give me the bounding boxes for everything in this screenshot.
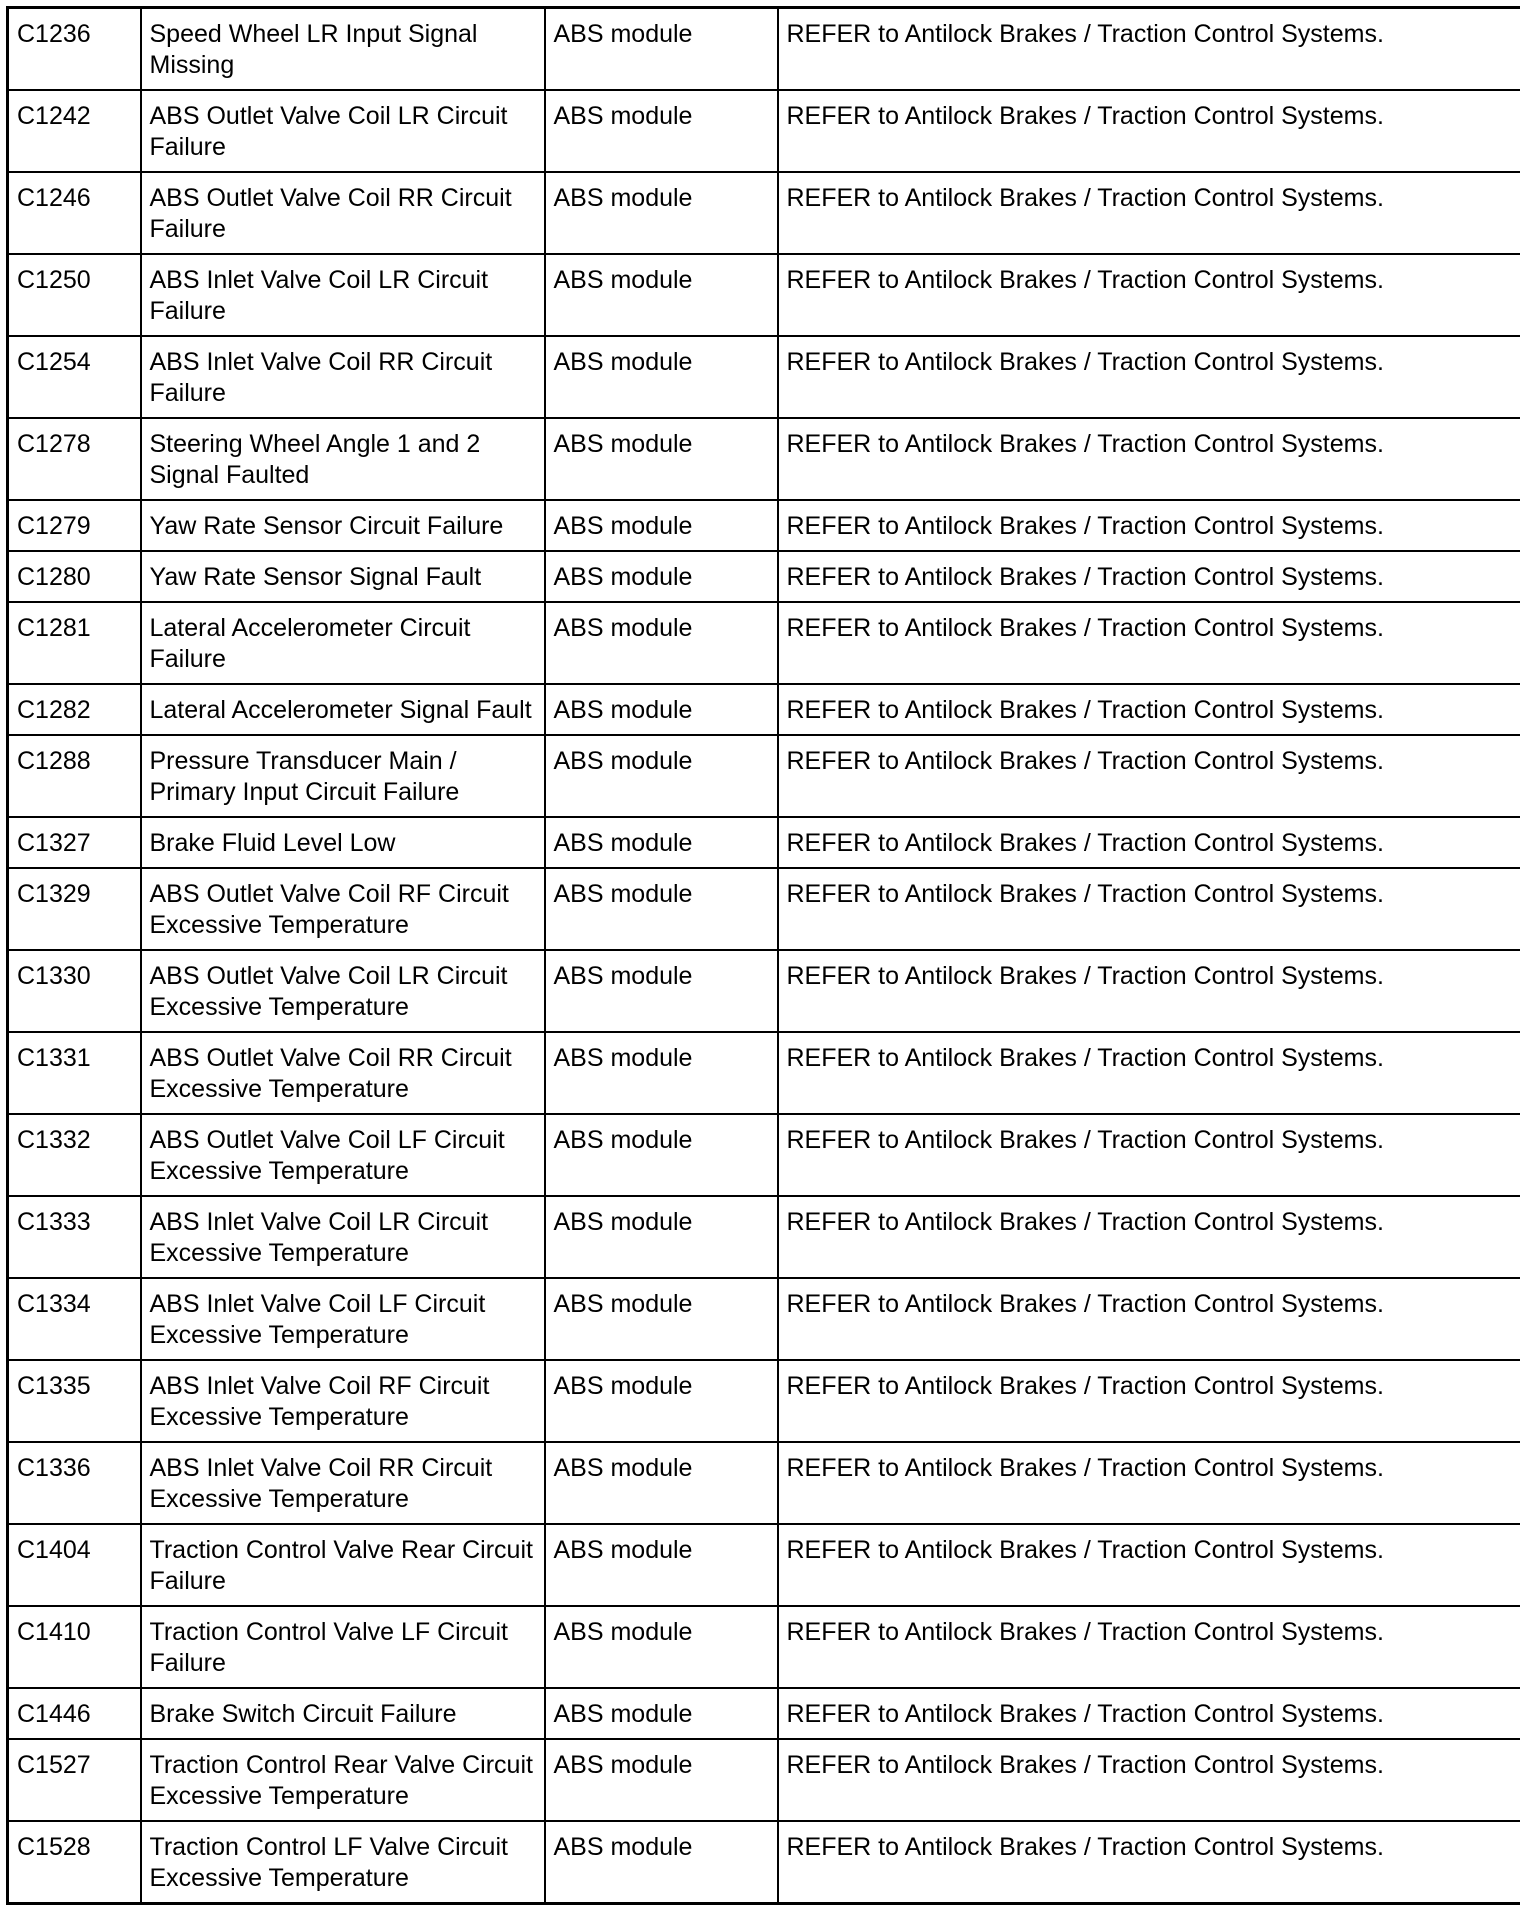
table-row <box>8 254 1520 336</box>
dtc-description-cell: ABS Outlet Valve Coil RR Circuit Failure <box>141 172 545 254</box>
dtc-module-cell: ABS module <box>545 1821 778 1904</box>
table-row <box>8 90 1520 172</box>
table-row <box>8 551 1520 602</box>
dtc-action-cell: REFER to Antilock Brakes / Traction Control Systems. <box>778 1114 1520 1196</box>
table-row <box>8 1821 1520 1904</box>
dtc-code-cell: C1282 <box>8 684 141 735</box>
dtc-description-cell: Brake Fluid Level Low <box>141 817 545 868</box>
dtc-code-cell: C1329 <box>8 868 141 950</box>
dtc-description-cell: ABS Outlet Valve Coil RR Circuit Excessive Temperature <box>141 1032 545 1114</box>
dtc-module-cell: ABS module <box>545 1688 778 1739</box>
dtc-code-cell: C1332 <box>8 1114 141 1196</box>
dtc-description-cell: ABS Outlet Valve Coil LF Circuit Excessive Temperature <box>141 1114 545 1196</box>
dtc-module-cell: ABS module <box>545 1442 778 1524</box>
dtc-code-cell: C1446 <box>8 1688 141 1739</box>
dtc-module-cell: ABS module <box>545 735 778 817</box>
dtc-module-cell: ABS module <box>545 602 778 684</box>
dtc-code-cell: C1254 <box>8 336 141 418</box>
dtc-code-cell: C1279 <box>8 500 141 551</box>
table-row <box>8 1606 1520 1688</box>
dtc-action-cell: REFER to Antilock Brakes / Traction Control Systems. <box>778 1442 1520 1524</box>
dtc-code-cell: C1330 <box>8 950 141 1032</box>
dtc-description-cell: Steering Wheel Angle 1 and 2 Signal Faulted <box>141 418 545 500</box>
dtc-description-cell: ABS Inlet Valve Coil LR Circuit Excessive Temperature <box>141 1196 545 1278</box>
dtc-code-cell: C1250 <box>8 254 141 336</box>
dtc-description-cell: ABS Inlet Valve Coil RF Circuit Excessive Temperature <box>141 1360 545 1442</box>
table-row <box>8 868 1520 950</box>
dtc-code-cell: C1278 <box>8 418 141 500</box>
dtc-action-cell: REFER to Antilock Brakes / Traction Control Systems. <box>778 8 1520 91</box>
dtc-code-cell: C1528 <box>8 1821 141 1904</box>
dtc-description-cell: Lateral Accelerometer Circuit Failure <box>141 602 545 684</box>
dtc-module-cell: ABS module <box>545 418 778 500</box>
table-row <box>8 336 1520 418</box>
dtc-code-cell: C1527 <box>8 1739 141 1821</box>
dtc-action-cell: REFER to Antilock Brakes / Traction Control Systems. <box>778 500 1520 551</box>
dtc-action-cell: REFER to Antilock Brakes / Traction Control Systems. <box>778 950 1520 1032</box>
dtc-action-cell: REFER to Antilock Brakes / Traction Control Systems. <box>778 1524 1520 1606</box>
dtc-description-cell: ABS Inlet Valve Coil RR Circuit Excessive Temperature <box>141 1442 545 1524</box>
dtc-description-cell: Traction Control Valve Rear Circuit Failure <box>141 1524 545 1606</box>
dtc-code-cell: C1410 <box>8 1606 141 1688</box>
dtc-description-cell: ABS Inlet Valve Coil RR Circuit Failure <box>141 336 545 418</box>
dtc-description-cell: Yaw Rate Sensor Circuit Failure <box>141 500 545 551</box>
dtc-action-cell: REFER to Antilock Brakes / Traction Control Systems. <box>778 735 1520 817</box>
table-row <box>8 1032 1520 1114</box>
dtc-module-cell: ABS module <box>545 551 778 602</box>
dtc-description-cell: ABS Outlet Valve Coil LR Circuit Failure <box>141 90 545 172</box>
dtc-action-cell: REFER to Antilock Brakes / Traction Control Systems. <box>778 868 1520 950</box>
dtc-action-cell: REFER to Antilock Brakes / Traction Control Systems. <box>778 254 1520 336</box>
dtc-description-cell: Yaw Rate Sensor Signal Fault <box>141 551 545 602</box>
dtc-module-cell: ABS module <box>545 8 778 91</box>
dtc-code-cell: C1236 <box>8 8 141 91</box>
dtc-module-cell: ABS module <box>545 172 778 254</box>
dtc-module-cell: ABS module <box>545 868 778 950</box>
dtc-description-cell: ABS Outlet Valve Coil LR Circuit Excessive Temperature <box>141 950 545 1032</box>
dtc-module-cell: ABS module <box>545 817 778 868</box>
dtc-table-body <box>8 8 1520 1904</box>
dtc-code-cell: C1288 <box>8 735 141 817</box>
dtc-code-cell: C1281 <box>8 602 141 684</box>
dtc-description-cell: ABS Inlet Valve Coil LF Circuit Excessive Temperature <box>141 1278 545 1360</box>
dtc-action-cell: REFER to Antilock Brakes / Traction Control Systems. <box>778 172 1520 254</box>
dtc-action-cell: REFER to Antilock Brakes / Traction Control Systems. <box>778 1278 1520 1360</box>
table-row <box>8 1114 1520 1196</box>
dtc-action-cell: REFER to Antilock Brakes / Traction Control Systems. <box>778 90 1520 172</box>
dtc-description-cell: Pressure Transducer Main / Primary Input Circuit Failure <box>141 735 545 817</box>
dtc-code-cell: C1280 <box>8 551 141 602</box>
dtc-action-cell: REFER to Antilock Brakes / Traction Control Systems. <box>778 817 1520 868</box>
dtc-action-cell: REFER to Antilock Brakes / Traction Control Systems. <box>778 1688 1520 1739</box>
dtc-module-cell: ABS module <box>545 90 778 172</box>
table-row <box>8 1524 1520 1606</box>
table-row <box>8 1442 1520 1524</box>
dtc-description-cell: Speed Wheel LR Input Signal Missing <box>141 8 545 91</box>
dtc-code-cell: C1336 <box>8 1442 141 1524</box>
dtc-action-cell: REFER to Antilock Brakes / Traction Control Systems. <box>778 336 1520 418</box>
table-row <box>8 1278 1520 1360</box>
dtc-description-cell: Lateral Accelerometer Signal Fault <box>141 684 545 735</box>
dtc-action-cell: REFER to Antilock Brakes / Traction Control Systems. <box>778 418 1520 500</box>
dtc-action-cell: REFER to Antilock Brakes / Traction Control Systems. <box>778 1739 1520 1821</box>
dtc-module-cell: ABS module <box>545 1114 778 1196</box>
table-row <box>8 172 1520 254</box>
table-row <box>8 1739 1520 1821</box>
dtc-action-cell: REFER to Antilock Brakes / Traction Control Systems. <box>778 1032 1520 1114</box>
dtc-description-cell: ABS Outlet Valve Coil RF Circuit Excessive Temperature <box>141 868 545 950</box>
table-row <box>8 1196 1520 1278</box>
dtc-module-cell: ABS module <box>545 1278 778 1360</box>
dtc-module-cell: ABS module <box>545 254 778 336</box>
dtc-action-cell: REFER to Antilock Brakes / Traction Control Systems. <box>778 602 1520 684</box>
table-row <box>8 1688 1520 1739</box>
dtc-action-cell: REFER to Antilock Brakes / Traction Control Systems. <box>778 1606 1520 1688</box>
dtc-description-cell: Brake Switch Circuit Failure <box>141 1688 545 1739</box>
table-row <box>8 950 1520 1032</box>
dtc-module-cell: ABS module <box>545 336 778 418</box>
dtc-description-cell: Traction Control Valve LF Circuit Failure <box>141 1606 545 1688</box>
dtc-code-cell: C1242 <box>8 90 141 172</box>
dtc-module-cell: ABS module <box>545 1739 778 1821</box>
table-row <box>8 817 1520 868</box>
table-row <box>8 500 1520 551</box>
dtc-module-cell: ABS module <box>545 1606 778 1688</box>
dtc-action-cell: REFER to Antilock Brakes / Traction Control Systems. <box>778 684 1520 735</box>
dtc-module-cell: ABS module <box>545 1196 778 1278</box>
dtc-action-cell: REFER to Antilock Brakes / Traction Control Systems. <box>778 1360 1520 1442</box>
dtc-table <box>6 6 1520 1905</box>
dtc-code-cell: C1333 <box>8 1196 141 1278</box>
dtc-action-cell: REFER to Antilock Brakes / Traction Control Systems. <box>778 1196 1520 1278</box>
dtc-code-cell: C1331 <box>8 1032 141 1114</box>
dtc-action-cell: REFER to Antilock Brakes / Traction Control Systems. <box>778 551 1520 602</box>
dtc-code-cell: C1327 <box>8 817 141 868</box>
dtc-code-cell: C1334 <box>8 1278 141 1360</box>
table-row <box>8 1360 1520 1442</box>
table-row <box>8 602 1520 684</box>
dtc-code-cell: C1246 <box>8 172 141 254</box>
dtc-description-cell: Traction Control Rear Valve Circuit Excessive Temperature <box>141 1739 545 1821</box>
dtc-code-cell: C1404 <box>8 1524 141 1606</box>
dtc-module-cell: ABS module <box>545 500 778 551</box>
dtc-module-cell: ABS module <box>545 1524 778 1606</box>
table-row <box>8 8 1520 91</box>
dtc-description-cell: Traction Control LF Valve Circuit Excessive Temperature <box>141 1821 545 1904</box>
table-row <box>8 418 1520 500</box>
dtc-module-cell: ABS module <box>545 1032 778 1114</box>
table-row <box>8 735 1520 817</box>
dtc-description-cell: ABS Inlet Valve Coil LR Circuit Failure <box>141 254 545 336</box>
dtc-module-cell: ABS module <box>545 950 778 1032</box>
dtc-action-cell: REFER to Antilock Brakes / Traction Control Systems. <box>778 1821 1520 1904</box>
dtc-module-cell: ABS module <box>545 684 778 735</box>
table-row <box>8 684 1520 735</box>
dtc-module-cell: ABS module <box>545 1360 778 1442</box>
dtc-code-cell: C1335 <box>8 1360 141 1442</box>
